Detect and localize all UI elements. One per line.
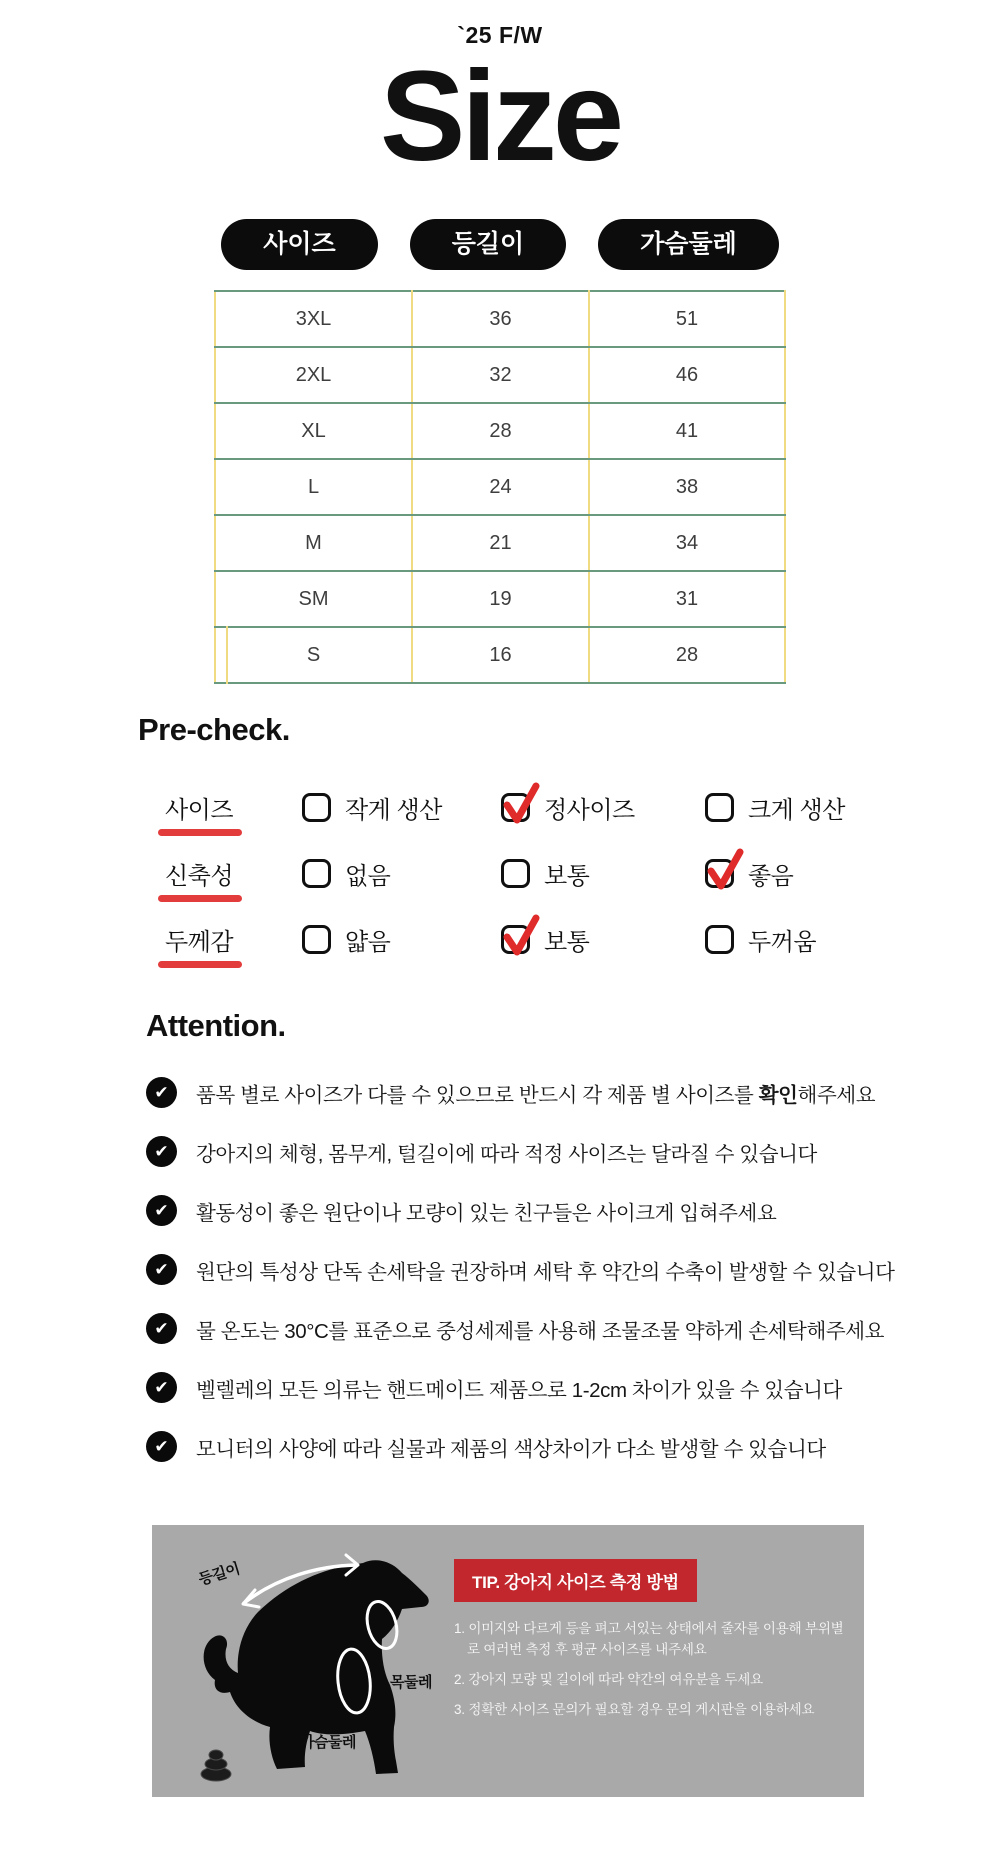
attention-item	[146, 1076, 1000, 1109]
table-row	[215, 347, 785, 403]
attention-section	[146, 1008, 1000, 1463]
size-cell: L	[215, 459, 412, 515]
precheck-row	[165, 774, 1000, 840]
tip-item: 2. 강아지 모량 및 길이에 따라 약간의 여유분을 두세요	[454, 1671, 763, 1687]
check-circle-icon: ✔	[146, 1313, 177, 1344]
precheck-label: 두께감	[165, 922, 233, 957]
size-table-header-pills	[0, 219, 1000, 270]
diagram-label-back-length: 등길이	[196, 1560, 242, 1589]
option-label: 크게 생산	[748, 796, 845, 824]
attention-item	[146, 1312, 1000, 1345]
attention-items	[146, 1076, 1000, 1463]
size-cell: M	[215, 515, 412, 571]
attention-text: 벨렐레의 모든 의류는 핸드메이드 제품으로 1-2cm 차이가 있을 수 있습니다	[196, 1378, 842, 1402]
check-circle-icon: ✔	[146, 1431, 177, 1462]
attention-text: 모니터의 사양에 따라 실물과 제품의 색상차이가 다소 발생할 수 있습니다	[196, 1437, 826, 1461]
attention-item	[146, 1371, 1000, 1404]
attention-text: 활동성이 좋은 원단이나 모량이 있는 친구들은 사이크게 입혀주세요	[196, 1201, 777, 1225]
attention-text: 품목 별로 사이즈가 다를 수 있으므로 반드시 각 제품 별 사이즈를 확인해주세요	[196, 1083, 876, 1107]
size-table	[214, 290, 786, 684]
precheck-rows	[165, 774, 1000, 972]
option-label: 두꺼움	[748, 928, 817, 956]
page-title: Size	[379, 45, 621, 188]
checkbox-checked[interactable]	[501, 793, 530, 822]
size-cell: 19	[412, 571, 589, 627]
option-label: 얇음	[345, 928, 391, 956]
precheck-option	[302, 922, 501, 957]
size-cell: 21	[412, 515, 589, 571]
option-label: 작게 생산	[345, 796, 442, 824]
precheck-option	[705, 790, 1000, 825]
season-label: `25 F/W	[457, 22, 543, 48]
attention-item	[146, 1194, 1000, 1227]
option-label: 없음	[345, 862, 391, 890]
precheck-row	[165, 840, 1000, 906]
precheck-option	[501, 790, 705, 825]
option-label: 보통	[544, 928, 590, 956]
precheck-row	[165, 906, 1000, 972]
tip-list	[454, 1619, 846, 1730]
checkbox-unchecked[interactable]	[705, 793, 734, 822]
precheck-option	[705, 856, 1000, 891]
precheck-option	[302, 790, 501, 825]
size-cell: 38	[589, 459, 785, 515]
precheck-option	[501, 856, 705, 891]
size-cell: 16	[412, 627, 589, 683]
size-cell: SM	[215, 571, 412, 627]
table-row	[215, 291, 785, 347]
precheck-label: 신축성	[165, 856, 233, 891]
diagram-label-chest-girth: 가슴둘레	[300, 1734, 356, 1751]
red-underline	[158, 961, 242, 968]
red-check-icon	[500, 913, 542, 957]
size-cell: 51	[589, 291, 785, 347]
table-row	[215, 515, 785, 571]
option-label: 정사이즈	[544, 796, 635, 824]
size-cell: 46	[589, 347, 785, 403]
size-cell: 32	[412, 347, 589, 403]
checkbox-unchecked[interactable]	[705, 925, 734, 954]
size-cell: 31	[589, 571, 785, 627]
precheck-option	[501, 922, 705, 957]
attention-item	[146, 1430, 1000, 1463]
size-cell: S	[215, 627, 412, 683]
tip-badge: TIP. 강아지 사이즈 측정 방법	[454, 1559, 697, 1602]
poop-icon	[201, 1750, 231, 1781]
size-cell: XL	[215, 403, 412, 459]
checkbox-unchecked[interactable]	[302, 793, 331, 822]
precheck-label: 사이즈	[165, 790, 233, 825]
red-underline	[158, 895, 242, 902]
table-row	[215, 627, 785, 683]
option-label: 보통	[544, 862, 590, 890]
size-table-body	[215, 291, 785, 683]
attention-text: 물 온도는 30°C를 표준으로 중성세제를 사용해 조물조물 약하게 손세탁해주세요	[196, 1319, 885, 1343]
checkbox-unchecked[interactable]	[501, 859, 530, 888]
tip-item: 3. 정확한 사이즈 문의가 필요할 경우 문의 게시판을 이용하세요	[454, 1701, 815, 1717]
size-cell: 3XL	[215, 291, 412, 347]
attention-item	[146, 1253, 1000, 1286]
size-cell: 28	[589, 627, 785, 683]
attention-heading: Attention.	[146, 1008, 286, 1043]
precheck-section	[138, 712, 1000, 972]
precheck-option	[705, 922, 1000, 957]
checkbox-checked[interactable]	[501, 925, 530, 954]
size-cell: 36	[412, 291, 589, 347]
size-column-pill[interactable]: 등길이	[410, 219, 566, 270]
table-row	[215, 403, 785, 459]
check-circle-icon: ✔	[146, 1254, 177, 1285]
size-cell: 41	[589, 403, 785, 459]
measure-guide-box	[152, 1525, 864, 1797]
attention-item	[146, 1135, 1000, 1168]
table-row	[215, 571, 785, 627]
tip-item: 1. 이미지와 다르게 등을 펴고 서있는 상태에서 줄자를 이용해 부위별로 여러번 측정 후 평균 사이즈를 내주세요	[454, 1621, 844, 1657]
size-cell: 24	[412, 459, 589, 515]
diagram-label-neck-girth: 목둘레	[390, 1674, 432, 1691]
attention-text: 강아지의 체형, 몸무게, 털길이에 따라 적정 사이즈는 달라질 수 있습니다	[196, 1142, 817, 1166]
precheck-option	[302, 856, 501, 891]
check-circle-icon: ✔	[146, 1195, 177, 1226]
size-cell: 28	[412, 403, 589, 459]
table-row	[215, 459, 785, 515]
red-underline	[158, 829, 242, 836]
checkbox-unchecked[interactable]	[302, 859, 331, 888]
red-check-icon	[704, 847, 746, 891]
precheck-heading: Pre-check.	[138, 712, 290, 747]
checkbox-checked[interactable]	[705, 859, 734, 888]
size-column-pill[interactable]: 사이즈	[221, 219, 377, 270]
checkbox-unchecked[interactable]	[302, 925, 331, 954]
check-circle-icon: ✔	[146, 1077, 177, 1108]
size-cell: 2XL	[215, 347, 412, 403]
red-check-icon	[500, 781, 542, 825]
check-circle-icon: ✔	[146, 1372, 177, 1403]
attention-text: 원단의 특성상 단독 손세탁을 권장하며 세탁 후 약간의 수축이 발생할 수 있습니다	[196, 1260, 895, 1284]
check-circle-icon: ✔	[146, 1136, 177, 1167]
size-cell: 34	[589, 515, 785, 571]
option-label: 좋음	[748, 862, 794, 890]
size-column-pill[interactable]: 가슴둘레	[598, 219, 779, 270]
